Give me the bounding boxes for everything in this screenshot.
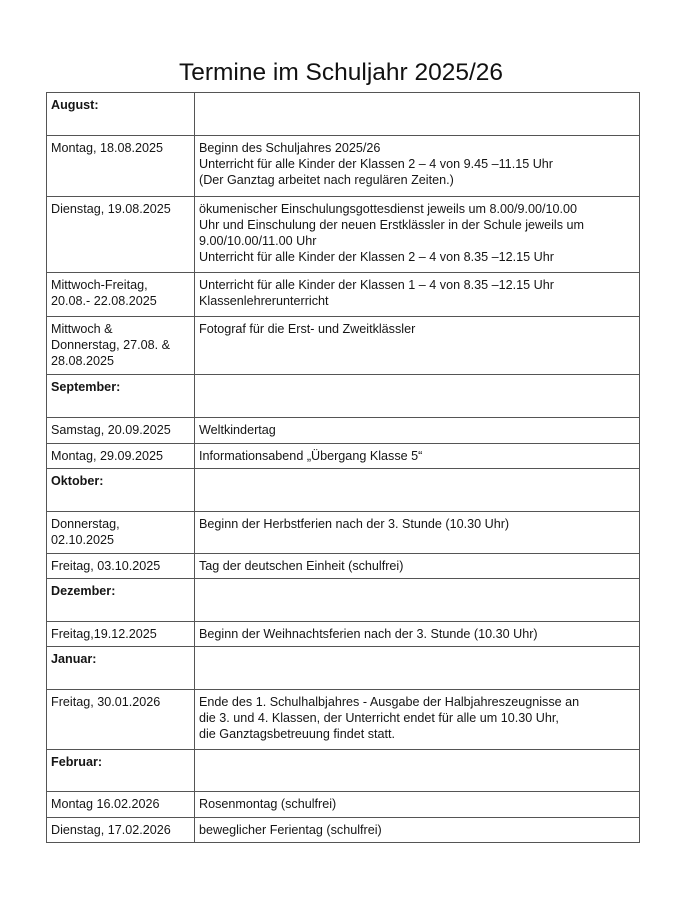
event-cell xyxy=(195,512,640,554)
date-cell xyxy=(47,273,195,317)
date-cell xyxy=(47,418,195,444)
table-row xyxy=(47,197,640,273)
event-cell xyxy=(195,750,640,792)
date-text: 02.10.2025 xyxy=(51,533,115,547)
event-cell xyxy=(195,792,640,818)
event-text: Unterricht für alle Kinder der Klassen 1 – 4 von 8.35 –12.15 Uhr xyxy=(199,278,554,292)
event-text: Ende des 1. Schulhalbjahres - Ausgabe der Halbjahreszeugnisse an xyxy=(199,695,580,709)
date-cell xyxy=(47,512,195,554)
date-cell xyxy=(47,197,195,273)
event-cell xyxy=(195,622,640,647)
event-text: Beginn des Schuljahres 2025/26 xyxy=(199,141,381,155)
event-text: 9.00/10.00/11.00 Uhr xyxy=(199,234,317,248)
date-text: Freitag, 30.01.2026 xyxy=(51,695,161,709)
event-text: die Ganztagsbetreuung findet statt. xyxy=(199,727,396,741)
event-cell xyxy=(195,273,640,317)
month-header-row xyxy=(47,647,640,690)
event-text: die 3. und 4. Klassen, der Unterricht endet für alle um 10.30 Uhr, xyxy=(199,711,559,725)
month-label: September: xyxy=(47,375,195,418)
event-text: beweglicher Ferientag (schulfrei) xyxy=(199,823,382,837)
date-cell xyxy=(47,317,195,375)
date-text: Freitag,19.12.2025 xyxy=(51,627,157,641)
date-text: Mittwoch-Freitag, xyxy=(51,278,148,292)
table-row xyxy=(47,418,640,444)
date-text: Montag, 29.09.2025 xyxy=(51,449,164,463)
date-text: Montag 16.02.2026 xyxy=(51,797,160,811)
date-cell xyxy=(47,690,195,750)
event-cell xyxy=(195,469,640,512)
page-title: Termine im Schuljahr 2025/26 xyxy=(178,59,504,86)
event-text: Informationsabend „Übergang Klasse 5“ xyxy=(199,449,423,463)
event-cell xyxy=(195,690,640,750)
date-cell xyxy=(47,444,195,469)
table-row xyxy=(47,273,640,317)
table-row xyxy=(47,317,640,375)
month-label: Februar: xyxy=(47,750,195,792)
event-text: Tag der deutschen Einheit (schulfrei) xyxy=(199,559,404,573)
event-text: Beginn der Weihnachtsferien nach der 3. Stunde (10.30 Uhr) xyxy=(199,627,538,641)
table-row xyxy=(47,554,640,579)
date-text: 28.08.2025 xyxy=(51,354,115,368)
date-text: 20.08.- 22.08.2025 xyxy=(51,294,157,308)
month-header-row xyxy=(47,375,640,418)
table-row xyxy=(47,136,640,197)
event-cell xyxy=(195,136,640,197)
event-cell xyxy=(195,418,640,444)
table-row xyxy=(47,792,640,818)
event-cell xyxy=(195,579,640,622)
event-text: (Der Ganztag arbeitet nach regulären Zeiten.) xyxy=(199,173,454,187)
month-label: Dezember: xyxy=(47,579,195,622)
event-cell xyxy=(195,554,640,579)
schedule-table xyxy=(46,92,640,843)
event-text: Weltkindertag xyxy=(199,423,276,437)
event-text: Unterricht für alle Kinder der Klassen 2 – 4 von 8.35 –12.15 Uhr xyxy=(199,250,554,264)
month-label: Oktober: xyxy=(47,469,195,512)
table-row xyxy=(47,622,640,647)
date-cell xyxy=(47,554,195,579)
date-text: Mittwoch & xyxy=(51,322,113,336)
event-cell xyxy=(195,93,640,136)
month-label: August: xyxy=(47,93,195,136)
date-text: Montag, 18.08.2025 xyxy=(51,141,164,155)
event-text: Unterricht für alle Kinder der Klassen 2 – 4 von 9.45 –11.15 Uhr xyxy=(199,157,553,171)
month-header-row xyxy=(47,579,640,622)
table-row xyxy=(47,512,640,554)
schedule-table-body xyxy=(47,93,640,843)
event-cell xyxy=(195,647,640,690)
date-cell xyxy=(47,818,195,843)
event-text: Klassenlehrerunterricht xyxy=(199,294,329,308)
event-text: Rosenmontag (schulfrei) xyxy=(199,797,337,811)
event-text: ökumenischer Einschulungsgottesdienst jeweils um 8.00/9.00/10.00 xyxy=(199,202,578,216)
date-text: Samstag, 20.09.2025 xyxy=(51,423,171,437)
event-text: Beginn der Herbstferien nach der 3. Stunde (10.30 Uhr) xyxy=(199,517,510,531)
date-cell xyxy=(47,622,195,647)
date-text: Dienstag, 17.02.2026 xyxy=(51,823,171,837)
month-header-row xyxy=(47,93,640,136)
event-text: Uhr und Einschulung der neuen Erstklässler in der Schule jeweils um xyxy=(199,218,585,232)
event-cell xyxy=(195,375,640,418)
date-text: Donnerstag, xyxy=(51,517,120,531)
table-row xyxy=(47,818,640,843)
date-cell xyxy=(47,792,195,818)
date-text: Donnerstag, 27.08. & xyxy=(51,338,171,352)
table-row xyxy=(47,444,640,469)
event-cell xyxy=(195,818,640,843)
date-text: Freitag, 03.10.2025 xyxy=(51,559,161,573)
table-row xyxy=(47,690,640,750)
month-header-row xyxy=(47,469,640,512)
date-text: Dienstag, 19.08.2025 xyxy=(51,202,171,216)
date-cell xyxy=(47,136,195,197)
month-label: Januar: xyxy=(47,647,195,690)
event-cell xyxy=(195,317,640,375)
month-header-row xyxy=(47,750,640,792)
event-text: Fotograf für die Erst- und Zweitklässler xyxy=(199,322,416,336)
event-cell xyxy=(195,197,640,273)
event-cell xyxy=(195,444,640,469)
